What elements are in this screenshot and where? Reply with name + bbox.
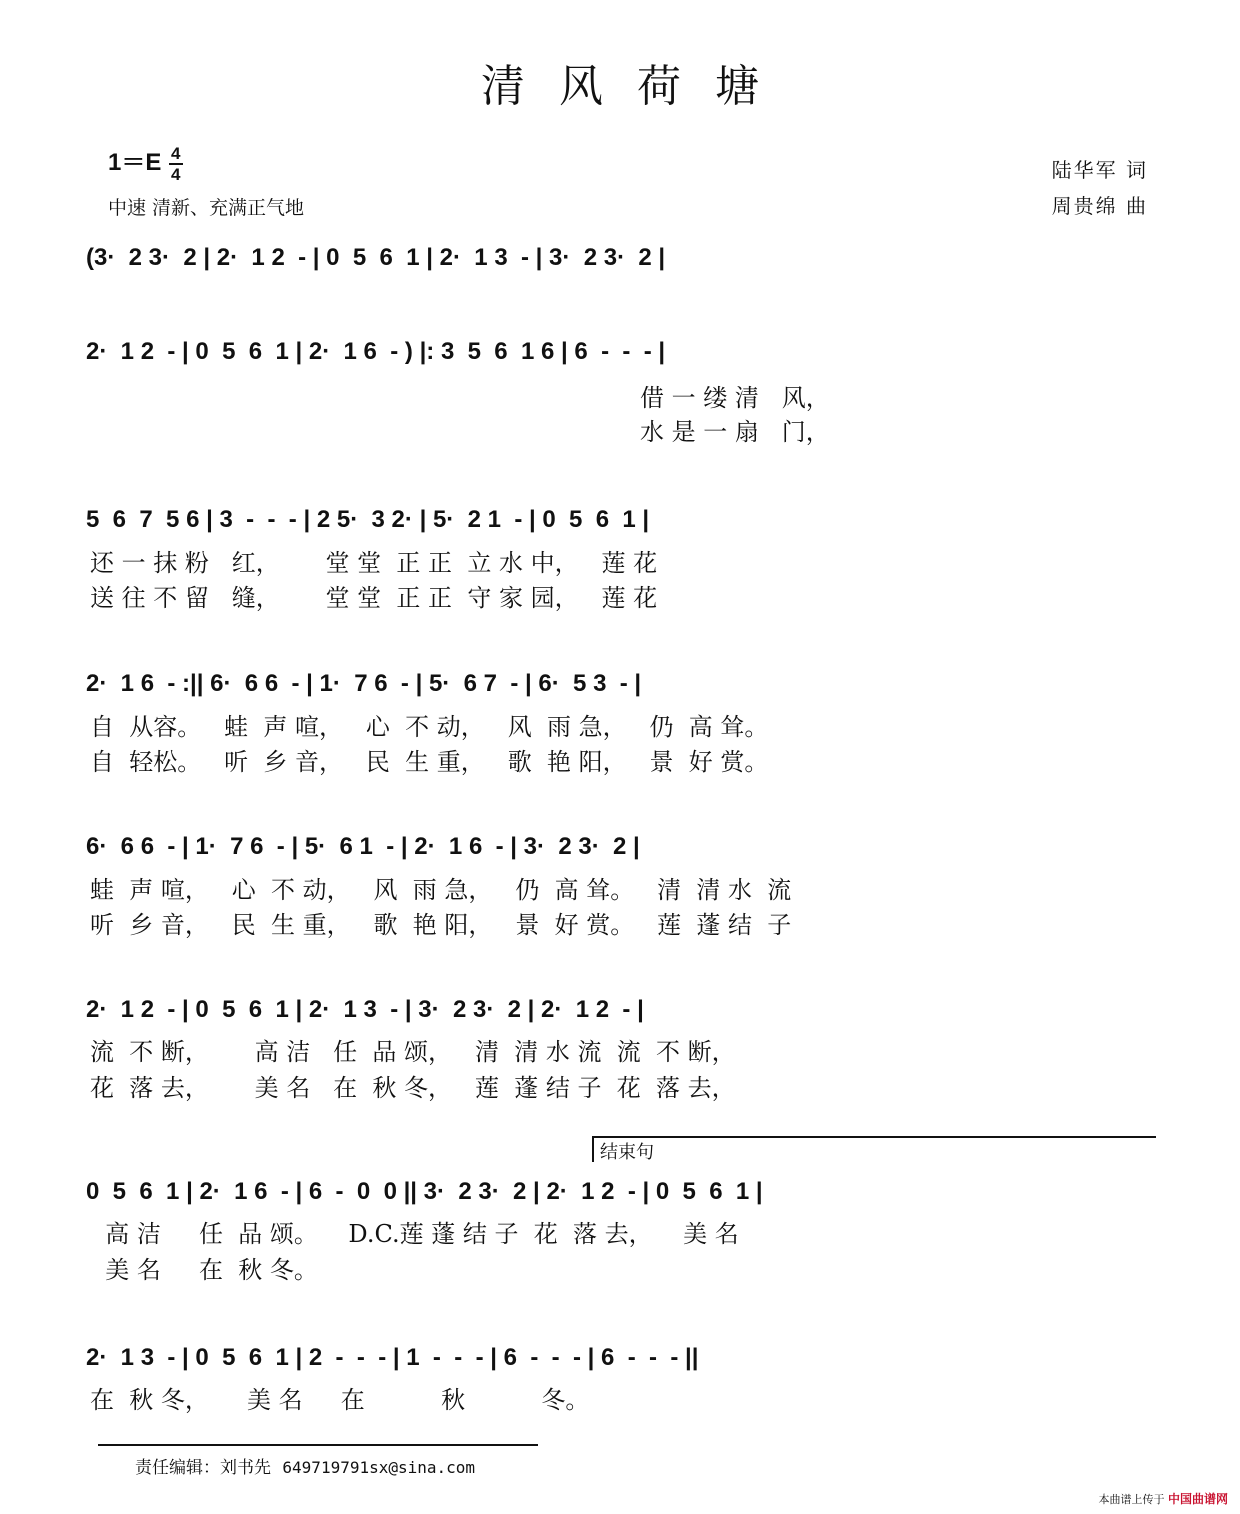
staff-row-4 xyxy=(86,662,1156,706)
notation-row-4: 2· 1 6 - :|| 6· 6 6 - | 1· 7 6 - | 5· 6 7 - | 6· 5 3 - | xyxy=(86,670,642,697)
ending-bracket xyxy=(592,1136,1156,1162)
key-text: 1＝E xyxy=(108,149,162,176)
staff-row-1 xyxy=(86,236,1156,280)
lyric-row-3-verse-1: 还 一 抹 粉 红， 堂 堂 正 正 立 水 中， 莲 花 xyxy=(90,549,658,577)
editor-email: 649719791sx@sina.com xyxy=(282,1458,476,1477)
lyric-row-2-verse-2: 水 是 一 扇 门， xyxy=(640,418,830,446)
lyric-row-4-verse-1: 自 从容。 蛙 声 喧， 心 不 动， 风 雨 急， 仍 高 耸。 xyxy=(90,713,769,741)
staff-row-3 xyxy=(86,498,1156,542)
time-signature-bottom: 4 xyxy=(171,164,181,184)
notation-row-2: 2· 1 2 - | 0 5 6 1 | 2· 1 6 - ) |: 3 5 6 1 6 | 6 - - - | xyxy=(86,338,666,365)
lyricist-credit: 陆华军 词 xyxy=(1051,158,1148,182)
notation-row-5: 6· 6 6 - | 1· 7 6 - | 5· 6 1 - | 2· 1 6 - | 3· 2 3· 2 | xyxy=(86,833,640,860)
lyric-row-7-verse-2: 美 名 在 秋 冬。 xyxy=(90,1256,318,1284)
notation-row-7: 0 5 6 1 | 2· 1 6 - | 6 - 0 0 || 3· 2 3· 2 | 2· 1 2 - | 0 5 6 1 | xyxy=(86,1178,763,1205)
lyric-row-4-verse-2: 自 轻松。 听 乡 音， 民 生 重， 歌 艳 阳， 景 好 赏。 xyxy=(90,748,769,776)
notation-row-6: 2· 1 2 - | 0 5 6 1 | 2· 1 3 - | 3· 2 3· 2 | 2· 1 2 - | xyxy=(86,996,644,1023)
lyric-row-8: 在 秋 冬， 美 名 在 秋 冬。 xyxy=(90,1386,590,1414)
time-signature xyxy=(169,144,182,184)
lyric-row-6-verse-1: 流 不 断， 高 洁 任 品 颂， 清 清 水 流 流 不 断， xyxy=(90,1038,736,1066)
lyric-row-2-verse-1: 借 一 缕 清 风， xyxy=(640,384,830,412)
editor-name: 责任编辑：刘书先 xyxy=(135,1458,271,1478)
lyric-row-6-verse-2: 花 落 去， 美 名 在 秋 冬， 莲 蓬 结 子 花 落 去， xyxy=(90,1074,736,1102)
notation-row-1: (3· 2 3· 2 | 2· 1 2 - | 0 5 6 1 | 2· 1 3 - | 3· 2 3· 2 | xyxy=(86,244,666,271)
tempo-marking: 中速 清新、充满正气地 xyxy=(108,197,305,219)
ending-label: 结束句 xyxy=(600,1142,654,1163)
composer-credit: 周贵绵 曲 xyxy=(1051,194,1148,218)
time-signature-top: 4 xyxy=(171,143,181,163)
key-signature xyxy=(108,142,183,184)
notation-row-8: 2· 1 3 - | 0 5 6 1 | 2 - - - | 1 - - - | 6 - - - | 6 - - - || xyxy=(86,1344,699,1371)
staff-row-2 xyxy=(86,330,1156,374)
upload-text: 本曲谱上传于 xyxy=(1098,1493,1165,1506)
notation-row-3: 5 6 7 5 6 | 3 - - - | 2 5· 3 2· | 5· 2 1 - | 0 5 6 1 | xyxy=(86,506,650,533)
staff-row-6 xyxy=(86,988,1156,1032)
staff-row-7 xyxy=(86,1170,1156,1214)
lyric-row-5-verse-2: 听 乡 音， 民 生 重， 歌 艳 阳， 景 好 赏。 莲 蓬 结 子 xyxy=(90,911,792,939)
editor-credit xyxy=(135,1453,475,1478)
lyric-row-5-verse-1: 蛙 声 喧， 心 不 动， 风 雨 急， 仍 高 耸。 清 清 水 流 xyxy=(90,876,792,904)
staff-row-5 xyxy=(86,825,1156,869)
song-title: 清风荷塘 xyxy=(481,61,793,112)
upload-note xyxy=(1098,1490,1228,1507)
lyric-row-7-verse-1: 高 洁 任 品 颂。 D.C.莲 蓬 结 子 花 落 去， 美 名 xyxy=(90,1220,739,1248)
lyric-row-3-verse-2: 送 往 不 留 缝， 堂 堂 正 正 守 家 园， 莲 花 xyxy=(90,584,658,612)
staff-row-8 xyxy=(86,1336,1156,1380)
footer-divider xyxy=(98,1444,538,1446)
site-logo[interactable]: 中国曲谱网 xyxy=(1167,1492,1228,1506)
